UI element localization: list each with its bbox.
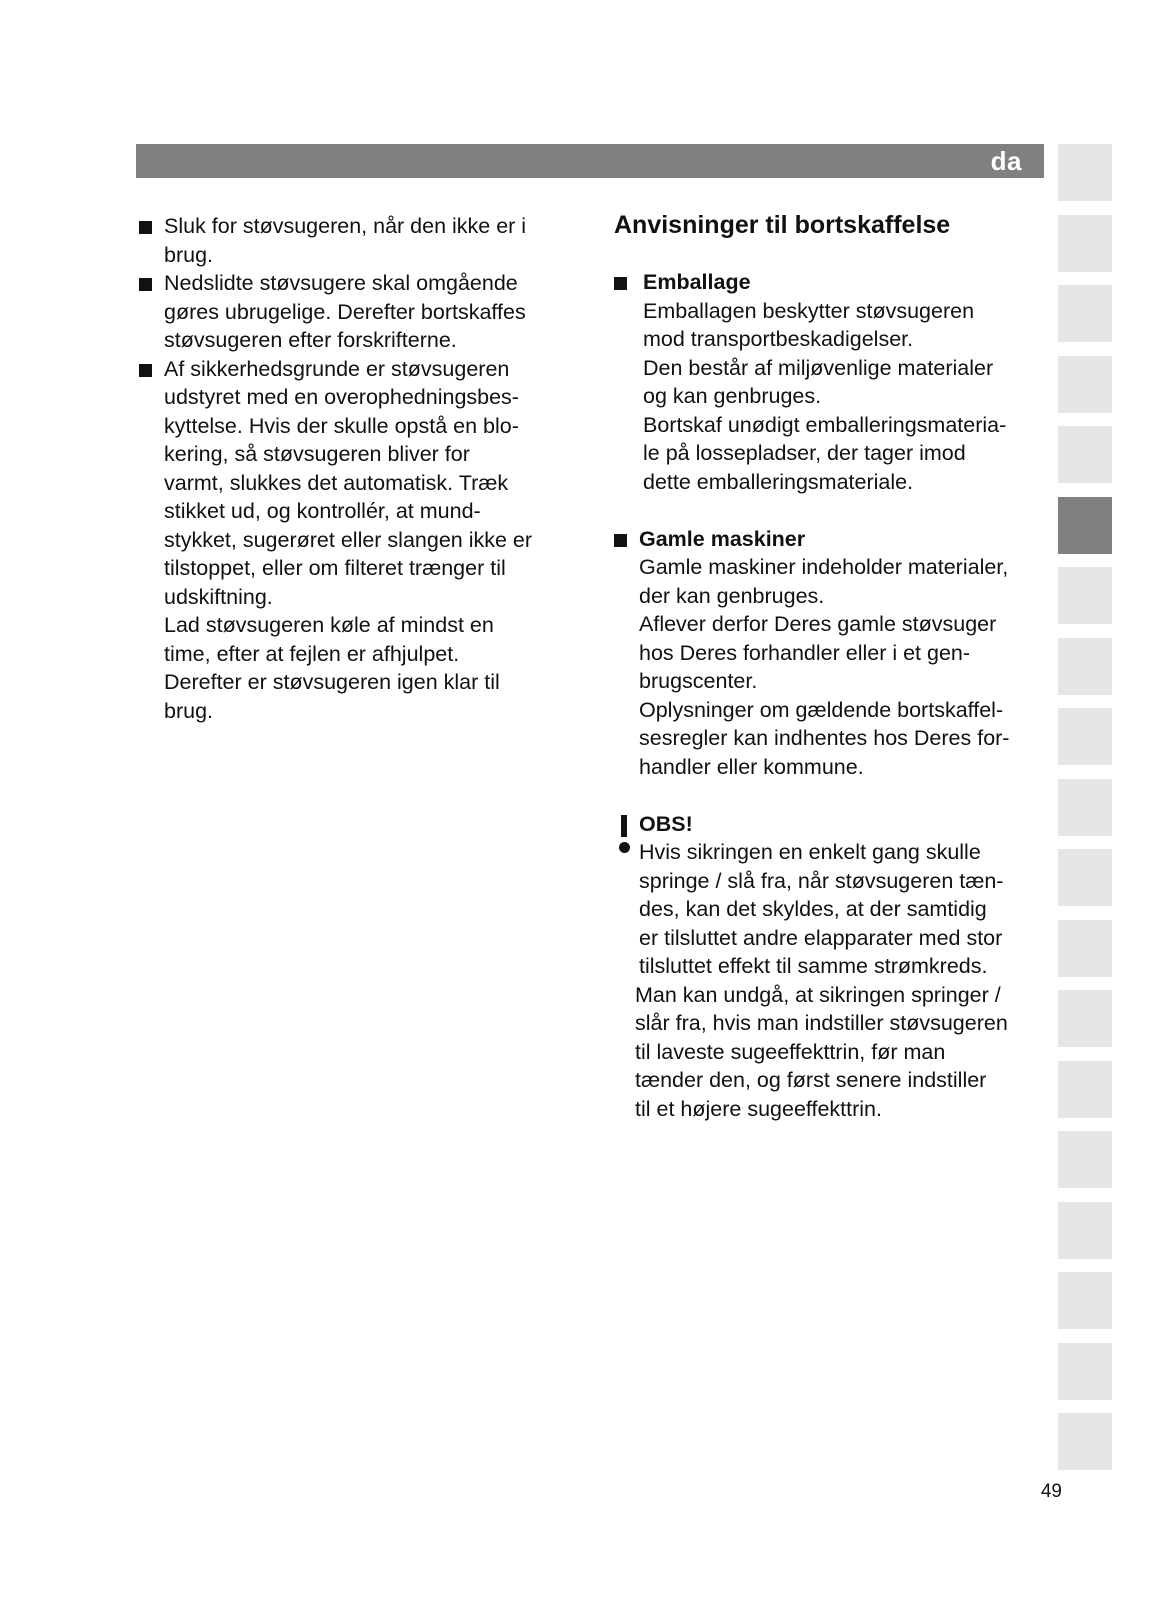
thumb-tab: [1058, 426, 1112, 483]
thumb-tab: [1058, 1131, 1112, 1188]
old-machines-text: [635, 553, 1050, 781]
text-line: udstyret med en overophedningsbes-: [164, 385, 519, 409]
text-line: er tilsluttet andre elapparater med stor: [639, 925, 1003, 950]
text-line: Emballagen beskytter støvsugeren: [643, 298, 975, 323]
thumb-tab: [1058, 215, 1112, 272]
text-line: Oplysninger om gældende bortskaffel-: [639, 697, 1004, 722]
text-line: Derefter er støvsugeren igen klar til: [164, 670, 500, 694]
safety-bullet-item: [139, 269, 579, 355]
thumb-tab-active: [1058, 497, 1112, 554]
thumb-tab: [1058, 920, 1112, 977]
text-line: hos Deres forhandler eller i et gen-: [639, 640, 971, 665]
square-bullet-icon: [139, 278, 152, 291]
language-thumb-index: [1058, 144, 1112, 1484]
text-line: Bortskaf unødigt emballeringsmateria-: [643, 412, 1007, 437]
thumb-tab: [1058, 356, 1112, 413]
text-line: gøres ubrugelige. Derefter bortskaffes: [164, 299, 526, 324]
section-heading: Anvisninger til bortskaffelse: [614, 211, 951, 239]
old-machines-title: Gamle maskiner: [639, 526, 806, 551]
text-line: Af sikkerhedsgrunde er støvsugeren: [164, 356, 510, 381]
packaging-text: [639, 297, 1050, 497]
text-line: varmt, slukkes det automatisk. Træk: [164, 470, 509, 495]
text-line: tilsluttet effekt til samme strømkreds.: [639, 954, 988, 978]
text-line: mod transportbeskadigelser.: [643, 327, 914, 351]
thumb-tab: [1058, 567, 1112, 624]
safety-bullet-text: [164, 269, 579, 355]
warning-exclamation-icon: [619, 815, 631, 857]
text-line: til laveste sugeeffekttrin, før man: [635, 1039, 946, 1064]
text-line: Lad støvsugeren køle af mindst en: [164, 613, 494, 637]
text-line: Nedslidte støvsugere skal omgående: [164, 271, 518, 295]
notice-text-continued: [635, 981, 1050, 1124]
text-line: le på lossepladser, der tager imod: [643, 441, 966, 465]
text-line: der kan genbruges.: [639, 583, 825, 608]
square-bullet-icon: [139, 364, 152, 377]
text-line: tænder den, og først senere indstiller: [635, 1068, 987, 1092]
safety-bullet-text: [164, 355, 579, 726]
text-line: støvsugeren efter forskrifterne.: [164, 328, 457, 352]
text-line: udskiftning.: [164, 584, 273, 609]
language-code: da: [990, 146, 1022, 176]
safety-bullet-text: [164, 212, 579, 269]
right-column: [614, 210, 1050, 1123]
thumb-tab: [1058, 1061, 1112, 1118]
thumb-tab: [1058, 849, 1112, 906]
thumb-tab: [1058, 638, 1112, 695]
text-line: brug.: [164, 698, 214, 723]
text-line: Den består af miljøvenlige materialer: [643, 355, 994, 380]
packaging-title: Emballage: [643, 270, 751, 294]
text-line: des, kan det skyldes, at der samtidig: [639, 897, 987, 921]
left-column: [139, 212, 579, 725]
square-bullet-icon: [614, 277, 627, 290]
text-line: slår fra, hvis man indstiller støvsugeren: [635, 1011, 1008, 1035]
text-line: brugscenter.: [639, 669, 758, 693]
text-line: Sluk for støvsugeren, når den ikke er i: [164, 214, 527, 238]
text-line: dette emballeringsmateriale.: [643, 469, 914, 494]
old-machines-section: [614, 525, 1050, 782]
text-line: kyttelse. Hvis der skulle opstå en blo-: [164, 413, 519, 438]
text-line: stykket, sugerøret eller slangen ikke er: [164, 527, 533, 552]
text-line: til et højere sugeeffekttrin.: [635, 1096, 882, 1121]
text-line: time, efter at fejlen er afhjulpet.: [164, 641, 460, 666]
text-line: handler eller kommune.: [639, 754, 864, 779]
text-line: og kan genbruges.: [643, 384, 822, 408]
thumb-tab: [1058, 1343, 1112, 1400]
thumb-tab: [1058, 1413, 1112, 1470]
text-line: Aflever derfor Deres gamle støvsuger: [639, 612, 997, 636]
page-number: 49: [1040, 1481, 1062, 1502]
language-header-bar: [136, 144, 1044, 178]
thumb-tab: [1058, 1272, 1112, 1329]
thumb-tab: [1058, 144, 1112, 201]
text-line: brug.: [164, 242, 214, 267]
notice-text: [639, 838, 1050, 981]
text-line: kering, så støvsugeren bliver for: [164, 442, 470, 466]
thumb-tab: [1058, 1202, 1112, 1259]
safety-bullet-item: [139, 355, 579, 726]
text-line: stikket ud, og kontrollér, at mund-: [164, 499, 481, 523]
text-line: tilstoppet, eller om filteret trænger til: [164, 556, 506, 580]
square-bullet-icon: [139, 221, 152, 234]
thumb-tab: [1058, 779, 1112, 836]
notice-title: OBS!: [639, 811, 693, 836]
text-line: springe / slå fra, når støvsugeren tæn-: [639, 868, 1004, 893]
thumb-tab: [1058, 285, 1112, 342]
thumb-tab: [1058, 708, 1112, 765]
safety-bullet-item: [139, 212, 579, 269]
text-line: Hvis sikringen en enkelt gang skulle: [639, 840, 981, 864]
text-line: Man kan undgå, at sikringen springer /: [635, 982, 1001, 1007]
square-bullet-icon: [614, 534, 627, 547]
notice-section: [614, 810, 1050, 1124]
packaging-section: [614, 268, 1050, 496]
thumb-tab: [1058, 990, 1112, 1047]
text-line: Gamle maskiner indeholder materialer,: [639, 555, 1009, 579]
text-line: sesregler kan indhentes hos Deres for-: [639, 726, 1010, 750]
